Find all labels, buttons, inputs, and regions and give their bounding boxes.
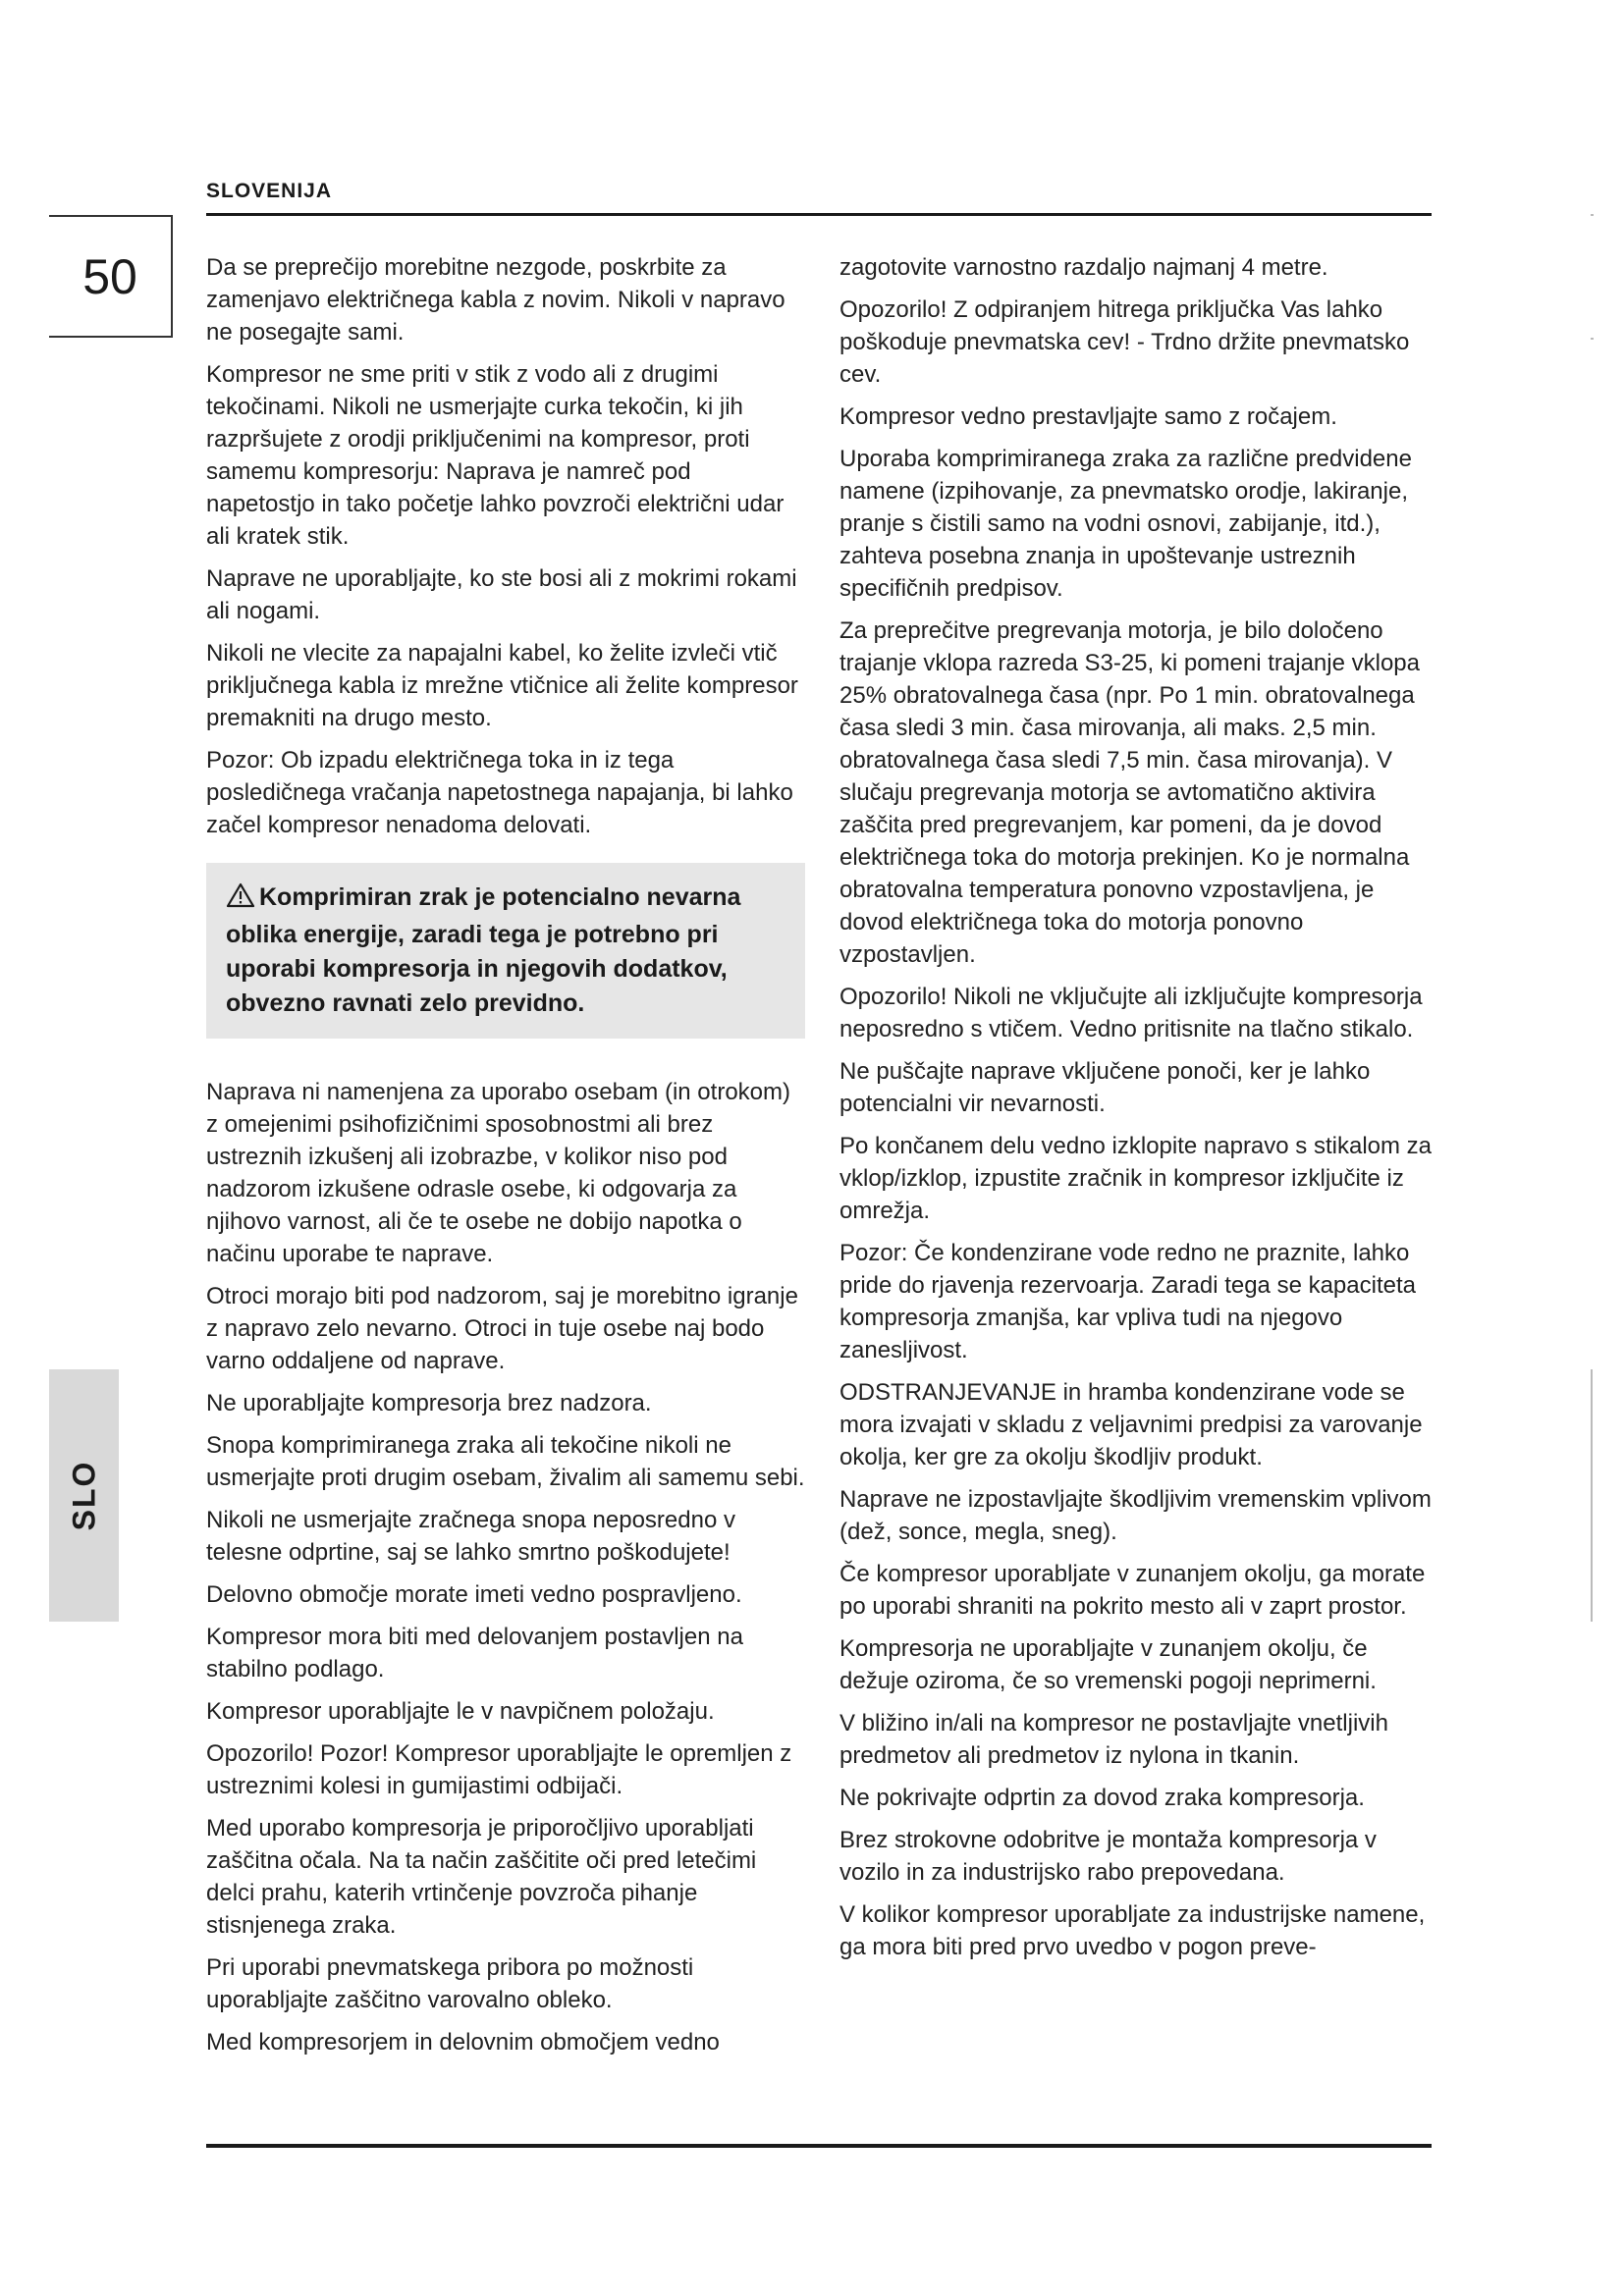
paragraph: Naprava ni namenjena za uporabo osebam (in otrokom) z omejenimi psihofizičnimi sposobnostmi ali brez ustreznih izkušenj ali izobrazbe, v kolikor niso pod nadzorom izkušene odrasle osebe, ki odgovarja za njihovo varnost, ali če te osebe ne dobijo napotka o načinu uporabe te naprave. (206, 1079, 790, 1267)
header-title: SLOVENIJA (206, 180, 333, 202)
left-column (206, 251, 805, 2068)
paragraph: Pri uporabi pnevmatskega pribora po možnosti uporabljajte zaščitno varovalno obleko. (206, 1954, 694, 2013)
paragraph: ODSTRANJEVANJE in hramba kondenzirane vode se mora izvajati v skladu z veljavnimi predpisi za varovanje okolja, ker gre za okolju škodljiv produkt. (839, 1379, 1423, 1470)
paragraph: Za preprečitve pregrevanja motorja, je bilo določeno trajanje vklopa razreda S3-25, ki pomeni trajanje vklopa 25% obratovalnega časa (npr. Po 1 min. obratovalnega časa sledi 3 min. časa mirovanja, ali maks. 2,5 min. obratovalnega časa sledi 7,5 min. časa mirovanja). V slučaju pregrevanja motorja se avtomatično aktivira zaščita pred pregrevanjem, kar pomeni, da je dovod električnega toka do motorja prekinjen. Ko je normalna obratovalna temperatura ponovno vzpostavljena, je dovod električnega toka do motorja ponovno vzpostavljen. (839, 617, 1420, 968)
paragraph: Ne pokrivajte odprtin za dovod zraka kompresorja. (839, 1785, 1365, 1811)
paragraph: Uporaba komprimiranega zraka za različne predvidene namene (izpihovanje, za pnevmatsko orodje, lakiranje, pranje s čistili samo na vodni osnovi, zabijanje, itd.), zahteva posebna znanja in upoštevanje ustreznih specifičnih predpisov. (839, 446, 1412, 602)
paragraph: Ne puščajte naprave vključene ponoči, ker je lahko potencialni vir nevarnosti. (839, 1058, 1371, 1117)
paragraph: V bližino in/ali na kompresor ne postavljajte vnetljivih predmetov ali predmetov iz nylona in tkanin. (839, 1710, 1388, 1769)
paragraph: Snopa komprimiranega zraka ali tekočine nikoli ne usmerjajte proti drugim osebam, živalim ali samemu sebi. (206, 1432, 805, 1491)
paragraph: Med uporabo kompresorja je priporočljivo uporabljati zaščitna očala. Na ta način zaščitite oči pred letečimi delci prahu, katerih vrtinčenje povzroča pihanje stisnjenega zraka. (206, 1815, 757, 1939)
page-number: 50 (82, 248, 137, 304)
right-column (839, 251, 1433, 1973)
header-divider (206, 213, 1432, 216)
paragraph: Pozor: Ob izpadu električnega toka in iz tega posledičnega vračanja napetostnega napajanja, bi lahko začel kompresor nenadoma delovati. (206, 747, 793, 838)
paragraph: Nikoli ne vlecite za napajalni kabel, ko želite izvleči vtič priključnega kabla iz mrežne vtičnice ali želite kompresor premakniti na drugo mesto. (206, 640, 798, 731)
paragraph: Brez strokovne odobritve je montaža kompresorja v vozilo in za industrijsko rabo prepovedana. (839, 1827, 1377, 1886)
warning-text: Komprimiran zrak je potencialno nevarna oblika energije, zaradi tega je potrebno pri uporabi kompresorja in njegovih dodatkov, obvezno ravnati zelo previdno. (226, 883, 741, 1017)
edge-mark (1591, 1369, 1593, 1622)
paragraph: Otroci morajo biti pod nadzorom, saj je morebitno igranje z napravo zelo nevarno. Otroci in tuje osebe naj bodo varno oddaljene od naprave. (206, 1283, 798, 1374)
paragraph: zagotovite varnostno razdaljo najmanj 4 metre. (839, 254, 1328, 281)
edge-mark (1591, 214, 1594, 216)
paragraph: V kolikor kompresor uporabljate za industrijske namene, ga mora biti pred prvo uvedbo v pogon preve- (839, 1901, 1426, 1960)
paragraph: Kompresor uporabljajte le v navpičnem položaju. (206, 1698, 715, 1725)
paragraph: Da se preprečijo morebitne nezgode, poskrbite za zamenjavo električnega kabla z novim. Nikoli v napravo ne posegajte sami. (206, 254, 785, 346)
paragraph: Kompresor mora biti med delovanjem postavljen na stabilno podlago. (206, 1624, 743, 1682)
warning-triangle-icon (226, 882, 255, 918)
paragraph: Nikoli ne usmerjajte zračnega snopa neposredno v telesne odprtine, saj se lahko smrtno poškodujete! (206, 1507, 735, 1566)
paragraph: Po končanem delu vedno izklopite napravo s stikalom za vklop/izklop, izpustite zračnik in kompresor izključite iz omrežja. (839, 1133, 1432, 1224)
edge-mark (1591, 338, 1594, 340)
paragraph: Med kompresorjem in delovnim območjem vedno (206, 2029, 720, 2056)
language-tab (49, 1369, 119, 1622)
paragraph: Naprave ne izpostavljajte škodljivim vremenskim vplivom (dež, sonce, megla, sneg). (839, 1486, 1432, 1545)
paragraph: Delovno območje morate imeti vedno pospravljeno. (206, 1581, 742, 1608)
paragraph: Ne uporabljajte kompresorja brez nadzora. (206, 1390, 652, 1416)
footer-divider (206, 2144, 1432, 2148)
paragraph: Kompresor ne sme priti v stik z vodo ali z drugimi tekočinami. Nikoli ne usmerjajte curka tekočin, ki jih razpršujete z orodji priključenimi na kompresor, proti samemu kompresorju: Naprava je namreč pod napetostjo in tako početje lahko povzroči električni udar ali kratek stik. (206, 361, 785, 550)
language-tab-label: SLO (66, 1460, 101, 1531)
paragraph: Opozorilo! Pozor! Kompresor uporabljajte le opremljen z ustreznimi kolesi in gumijastimi odbijači. (206, 1740, 792, 1799)
warning-box (206, 863, 805, 1039)
paragraph: Naprave ne uporabljajte, ko ste bosi ali z mokrimi rokami ali nogami. (206, 565, 797, 624)
page-number-box (49, 215, 173, 338)
paragraph: Če kompresor uporabljate v zunanjem okolju, ga morate po uporabi shraniti na pokrito mesto ali v zaprt prostor. (839, 1561, 1426, 1620)
paragraph: Kompresorja ne uporabljajte v zunanjem okolju, če dežuje oziroma, če so vremenski pogoji neprimerni. (839, 1635, 1377, 1694)
paragraph: Opozorilo! Nikoli ne vključujte ali izključujte kompresorja neposredno s vtičem. Vedno pritisnite na tlačno stikalo. (839, 984, 1423, 1042)
paragraph: Opozorilo! Z odpiranjem hitrega priključka Vas lahko poškoduje pnevmatska cev! - Trdno držite pnevmatsko cev. (839, 296, 1410, 388)
paragraph: Pozor: Če kondenzirane vode redno ne praznite, lahko pride do rjavenja rezervoarja. Zaradi tega se kapaciteta kompresorja zmanjša, kar vpliva tudi na njegovo zanesljivost. (839, 1240, 1416, 1363)
paragraph: Kompresor vedno prestavljajte samo z ročajem. (839, 403, 1337, 430)
